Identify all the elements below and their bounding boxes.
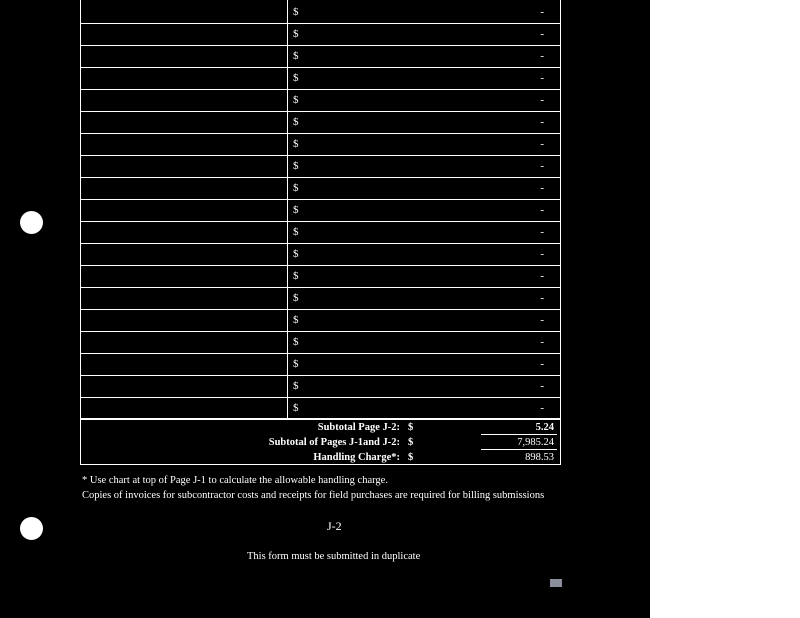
amount-value: - — [540, 204, 544, 216]
currency-symbol: $ — [293, 94, 299, 106]
handling-charge-field[interactable] — [481, 451, 557, 465]
column-divider — [287, 156, 288, 177]
amount-value: - — [540, 380, 544, 392]
amount-value: - — [540, 292, 544, 304]
table-row — [81, 0, 560, 24]
amount-value: - — [540, 50, 544, 62]
description-cell[interactable] — [81, 266, 287, 287]
table-row — [81, 200, 560, 222]
description-cell[interactable] — [81, 398, 287, 419]
amount-value: - — [540, 402, 544, 414]
table-row — [81, 354, 560, 376]
description-cell[interactable] — [81, 24, 287, 45]
description-cell[interactable] — [81, 310, 287, 331]
table-row — [81, 288, 560, 310]
column-divider — [287, 90, 288, 111]
handling-charge-row — [81, 451, 560, 466]
amount-value: - — [540, 358, 544, 370]
column-divider — [287, 310, 288, 331]
subtotal-page-label: Subtotal Page J-2: — [317, 422, 400, 433]
currency-symbol: $ — [293, 138, 299, 150]
column-divider — [287, 398, 288, 419]
amount-value: - — [540, 182, 544, 194]
table-row — [81, 266, 560, 288]
description-cell[interactable] — [81, 46, 287, 67]
description-cell[interactable] — [81, 376, 287, 397]
description-cell[interactable] — [81, 112, 287, 133]
amount-value: - — [540, 72, 544, 84]
description-cell[interactable] — [81, 178, 287, 199]
column-divider — [287, 244, 288, 265]
amount-value: - — [540, 94, 544, 106]
currency-symbol: $ — [293, 292, 299, 304]
description-cell[interactable] — [81, 68, 287, 89]
column-divider — [287, 178, 288, 199]
currency-symbol: $ — [293, 402, 299, 414]
currency-symbol: $ — [293, 314, 299, 326]
subtotal-pages-value: 7,985.24 — [517, 437, 554, 448]
column-divider — [287, 46, 288, 67]
duplicate-notice: This form must be submitted in duplicate — [247, 551, 421, 562]
binder-hole — [20, 211, 43, 234]
currency-symbol: $ — [293, 380, 299, 392]
binder-hole — [20, 517, 43, 540]
amount-value: - — [540, 28, 544, 40]
description-cell[interactable] — [81, 222, 287, 243]
table-row — [81, 68, 560, 90]
amount-value: - — [540, 336, 544, 348]
currency-symbol: $ — [293, 6, 299, 18]
amount-value: - — [540, 6, 544, 18]
table-row — [81, 24, 560, 46]
description-cell[interactable] — [81, 244, 287, 265]
table-row — [81, 222, 560, 244]
description-cell[interactable] — [81, 288, 287, 309]
description-cell[interactable] — [81, 0, 287, 23]
subtotal-pages-row — [81, 436, 560, 451]
currency-symbol: $ — [293, 50, 299, 62]
currency-symbol: $ — [293, 336, 299, 348]
column-divider — [287, 134, 288, 155]
handling-footnote: * Use chart at top of Page J-1 to calculate the allowable handling charge. — [82, 475, 388, 486]
column-divider — [287, 0, 288, 23]
page-number: J-2 — [327, 519, 342, 533]
amount-value: - — [540, 226, 544, 238]
description-cell[interactable] — [81, 200, 287, 221]
description-cell[interactable] — [81, 332, 287, 353]
column-divider — [287, 112, 288, 133]
subtotal-page-currency: $ — [408, 422, 414, 433]
amount-value: - — [540, 270, 544, 282]
description-cell[interactable] — [81, 156, 287, 177]
subtotal-pages-field[interactable] — [481, 436, 557, 450]
subtotal-pages-currency: $ — [408, 437, 414, 448]
table-row — [81, 310, 560, 332]
column-divider — [287, 222, 288, 243]
currency-symbol: $ — [293, 182, 299, 194]
table-row — [81, 90, 560, 112]
currency-symbol: $ — [293, 28, 299, 40]
subtotal-page-row — [81, 421, 560, 436]
amount-value: - — [540, 248, 544, 260]
column-divider — [287, 200, 288, 221]
table-row — [81, 178, 560, 200]
table-row — [81, 376, 560, 398]
column-divider — [287, 354, 288, 375]
currency-symbol: $ — [293, 116, 299, 128]
subtotal-pages-label: Subtotal of Pages J-1and J-2: — [268, 437, 400, 448]
description-cell[interactable] — [81, 354, 287, 375]
table-row — [81, 46, 560, 68]
currency-symbol: $ — [293, 72, 299, 84]
subtotal-page-value: 5.24 — [535, 422, 554, 433]
amount-value: - — [540, 314, 544, 326]
table-row — [81, 244, 560, 266]
column-divider — [287, 266, 288, 287]
subtotal-page-field[interactable] — [481, 421, 557, 435]
column-divider — [287, 376, 288, 397]
currency-symbol: $ — [293, 204, 299, 216]
table-row — [81, 112, 560, 134]
table-row — [81, 398, 560, 420]
handling-charge-value: 898.53 — [525, 452, 554, 463]
currency-symbol: $ — [293, 248, 299, 260]
description-cell[interactable] — [81, 134, 287, 155]
amount-value: - — [540, 160, 544, 172]
handling-charge-label: Handling Charge*: — [313, 452, 400, 463]
table-row — [81, 156, 560, 178]
amount-value: - — [540, 138, 544, 150]
table-row — [81, 134, 560, 156]
totals-box — [80, 418, 561, 465]
scanner-mark-icon — [550, 579, 562, 587]
currency-symbol: $ — [293, 226, 299, 238]
currency-symbol: $ — [293, 358, 299, 370]
column-divider — [287, 288, 288, 309]
handling-charge-currency: $ — [408, 452, 414, 463]
line-items-table — [80, 0, 561, 420]
column-divider — [287, 24, 288, 45]
invoice-footnote: Copies of invoices for subcontractor costs and receipts for field purchases are required for billing submissions — [82, 490, 545, 501]
amount-value: - — [540, 116, 544, 128]
description-cell[interactable] — [81, 90, 287, 111]
column-divider — [287, 68, 288, 89]
currency-symbol: $ — [293, 160, 299, 172]
currency-symbol: $ — [293, 270, 299, 282]
table-row — [81, 332, 560, 354]
column-divider — [287, 332, 288, 353]
